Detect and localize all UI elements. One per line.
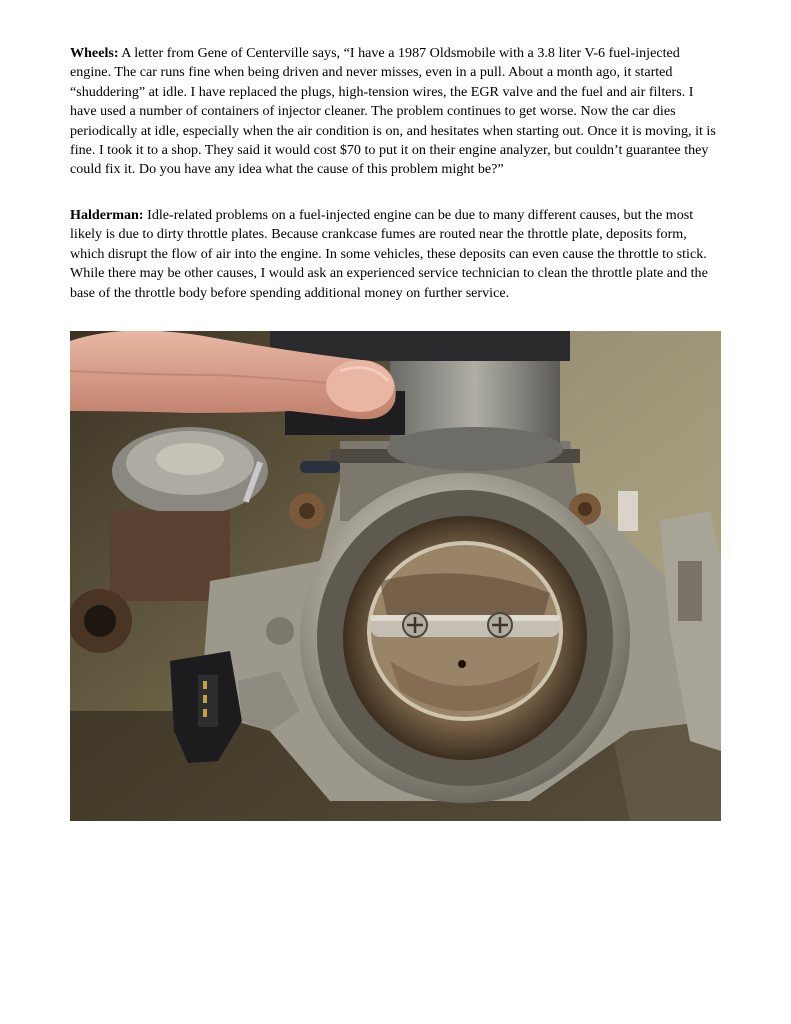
right-bracket-slot (678, 561, 702, 621)
vacuum-nipple (300, 461, 340, 473)
bolt-left-head (299, 503, 315, 519)
throttle-shaft-highlight (370, 615, 560, 621)
plate-bypass-hole (458, 660, 466, 668)
letter-paragraph (70, 44, 722, 180)
bolt-right-head (578, 502, 592, 516)
tps-connector-socket (198, 675, 218, 727)
throttle-body-illustration (70, 331, 721, 821)
tps-pin-1 (203, 681, 207, 689)
answer-speaker: Halderman: (70, 207, 144, 223)
letter-text: A letter from Gene of Centerville says, “I have a 1987 Oldsmobile with a 3.8 liter V-6 fuel-injected engine. The car runs fine when being driven and never misses, even in a pull. About a month ago, it started “shuddering” at idle. I have replaced the plugs, high-tension wires, the EGR valve and the fuel and air filters. I have used a number of containers of injector cleaner. The problem continues to get worse. Now the car dies periodically at idle, especially when the air condition is on, and hesitates when starting out. Once it is moving, it is fine. I took it to a shop. They said it would cost $70 to put it on their engine analyzer, but couldn’t guarantee they could fix it. Do you have any idea what the cause of this problem might be?” (70, 45, 716, 178)
sensor-stub (618, 491, 638, 531)
tps-screw (266, 617, 294, 645)
intake-hose-clamp (387, 427, 563, 471)
tps-pin-2 (203, 695, 207, 703)
answer-paragraph (70, 206, 722, 303)
throttle-body-photo (70, 331, 721, 821)
letter-speaker: Wheels: (70, 45, 119, 61)
answer-text: Idle-related problems on a fuel-injected engine can be due to many different causes, but the most likely is due to dirty throttle plates. Because crankcase fumes are routed near the throttle plate, deposits form, which disrupt the flow of air into the engine. In some vehicles, these deposits can even cause the throttle to stick. While there may be other causes, I would ask an experienced service technician to clean the throttle plate and the base of the throttle body before spending additional money on further service. (70, 207, 708, 301)
rusty-port-hole (84, 605, 116, 637)
tps-pin-3 (203, 709, 207, 717)
egr-valve-cap (156, 443, 224, 475)
